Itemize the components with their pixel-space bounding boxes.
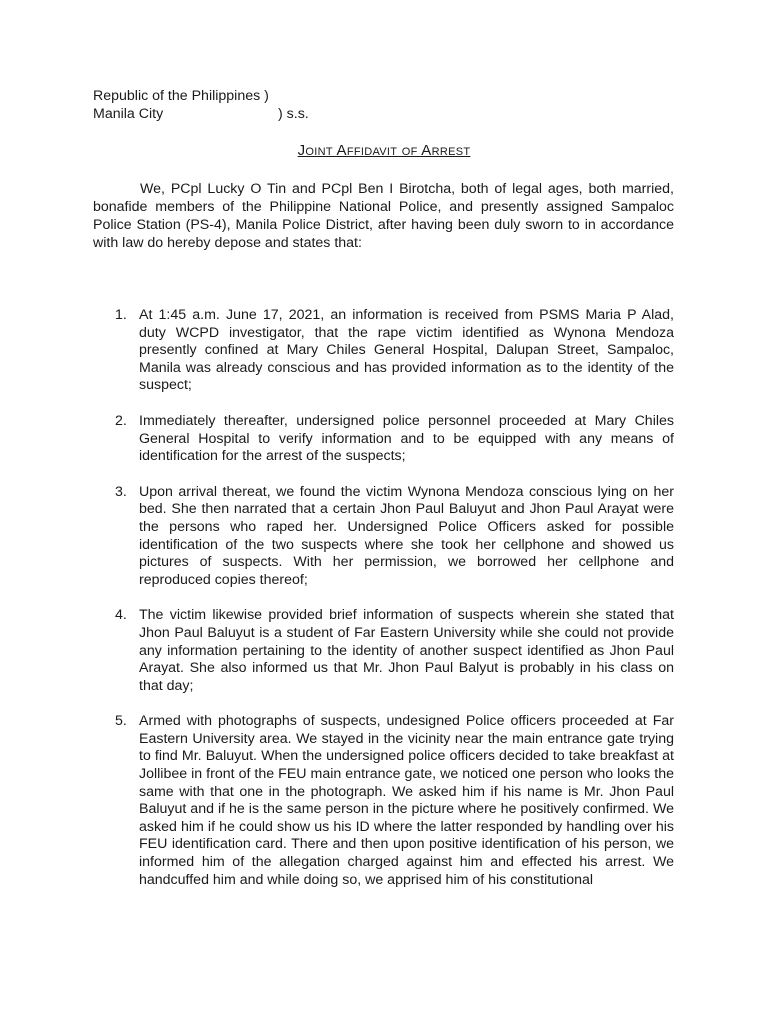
statement-item-3 (93, 484, 674, 590)
statement-number: 1. (115, 307, 127, 323)
statement-item-5 (93, 713, 674, 889)
venue-city-name: Manila City (93, 106, 164, 122)
statement-item-2 (93, 413, 674, 466)
statement-list (93, 307, 674, 889)
statement-number: 2. (115, 412, 127, 429)
venue-republic: Republic of the Philippines ) (93, 88, 269, 104)
statement-number: 3. (115, 483, 127, 500)
venue-ss: ) s.s. (278, 106, 309, 122)
statement-text: At 1:45 a.m. June 17, 2021, an information is received from PSMS Maria P Alad, duty WCPD investigator, that the rape victim identified as Wynona Mendoza presently confined at Mary Chiles General Hospital, Dalupan Street, Sampaloc, Manila was already conscious and has provided information as to the identity of the suspect; (139, 307, 674, 394)
document-title: Joint Affidavit of Arrest (297, 142, 471, 159)
venue-city (93, 105, 309, 123)
statement-text: Immediately thereafter, undersigned police personnel proceeded at Mary Chiles General Hospital to verify information and to be equipped with any means of identification for the arrest of the suspects; (139, 412, 674, 465)
statement-text: The victim likewise provided brief information of suspects wherein she stated that Jhon Paul Baluyut is a student of Far Eastern University while she could not provide any information pertaining to the identity of another suspect identified as Jhon Paul Arayat. She also informed us that Mr. Jhon Paul Balyut is probably in his class on that day; (139, 607, 674, 694)
statement-number: 4. (115, 607, 127, 624)
statement-number: 5. (115, 713, 127, 730)
statement-item-4 (93, 607, 674, 695)
statement-text: Upon arrival thereat, we found the victim Wynona Mendoza conscious lying on her bed. She then narrated that a certain Jhon Paul Baluyut and Jhon Paul Arayat were the persons who raped her. Undersigned Police Officers asked for possible identification of the two suspects where she took her cellphone and showed us pictures of suspects. With her permission, we borrowed her cellphone and reproduced copies thereof; (139, 483, 674, 588)
intro-paragraph: We, PCpl Lucky O Tin and PCpl Ben I Birotcha, both of legal ages, both married, bonafide members of the Philippine National Police, and presently assigned Sampaloc Police Station (PS-4), Manila Police District, after having been duly sworn to in accordance with law do hereby depose and states that: (93, 181, 674, 251)
statement-text: Armed with photographs of suspects, undesigned Police officers proceeded at Far Eastern University area. We stayed in the vicinity near the main entrance gate trying to find Mr. Baluyut. When the undersigned police officers decided to take breakfast at Jollibee in front of the FEU main entrance gate, we noticed one person who looks the same with that one in the photograph. We asked him if his name is Mr. Jhon Paul Baluyut and if he is the same person in the picture where he positively confirmed. We asked him if he could show us his ID where the latter responded by handling over his FEU identification card. There and then upon positive identification of his person, we informed him of the allegation charged against him and effected his arrest. We handcuffed him and while doing so, we apprised him of his constitutional (139, 713, 674, 888)
statement-item-1 (93, 307, 674, 395)
